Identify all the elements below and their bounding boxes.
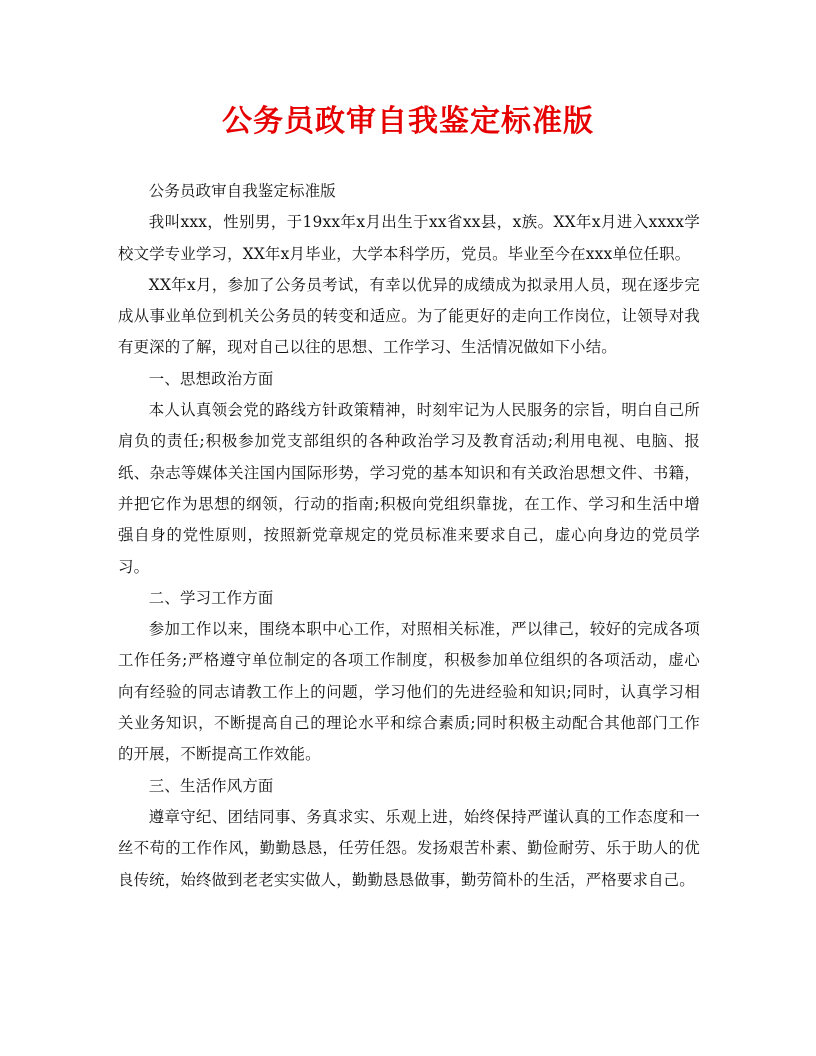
section-heading-political: 一、思想政治方面 [148, 369, 274, 388]
document-title: 公务员政审自我鉴定标准版 [222, 104, 594, 139]
document-body [118, 176, 700, 896]
section-heading-life: 三、生活作风方面 [148, 776, 274, 795]
work-paragraph: 参加工作以来，围绕本职中心工作，对照相关标准，严以律己，较好的完成各项工作任务;严格遵守单位制定的各项工作制度，积极参加单位组织的各项活动，虚心向有经验的同志请教工作上的问题，学习他们的先进经验和知识;同时，认真学习相关业务知识，不断提高自己的理论水平和综合素质;同时积极主动配合其他部门工作的开展，不断提高工作效能。 [118, 620, 700, 764]
life-paragraph: 遵章守纪、团结同事、务真求实、乐观上进，始终保持严谨认真的工作态度和一丝不苟的工作作风，勤勤恳恳，任劳任怨。发扬艰苦朴素、勤俭耐劳、乐于助人的优良传统，始终做到老老实实做人，勤勤恳恳做事，勤劳简朴的生活，严格要求自己。 [118, 807, 700, 889]
section-heading-work: 二、学习工作方面 [148, 588, 274, 607]
political-paragraph: 本人认真领会党的路线方针政策精神，时刻牢记为人民服务的宗旨，明白自己所肩负的责任;积极参加党支部组织的各种政治学习及教育活动;利用电视、电脑、报纸、杂志等媒体关注国内国际形势，学习党的基本知识和有关政治思想文件、书籍，并把它作为思想的纲领，行动的指南;积极向党组织靠拢，在工作、学习和生活中增强自身的党性原则，按照新党章规定的党员标准来要求自己，虚心向身边的党员学习。 [118, 401, 700, 576]
intro-paragraph: 我叫xxx，性别男，于19xx年x月出生于xx省xx县，x族。XX年x月进入xxxx学校文学专业学习，XX年x月毕业，大学本科学历，党员。毕业至今在xxx单位任职。 [118, 213, 700, 263]
subtitle-paragraph: 公务员政审自我鉴定标准版 [148, 182, 336, 200]
exam-paragraph: XX年x月，参加了公务员考试，有幸以优异的成绩成为拟录用人员，现在逐步完成从事业单位到机关公务员的转变和适应。为了能更好的走向工作岗位，让领导对我有更深的了解，现对自己以往的思想、工作学习、生活情况做如下小结。 [118, 275, 700, 357]
